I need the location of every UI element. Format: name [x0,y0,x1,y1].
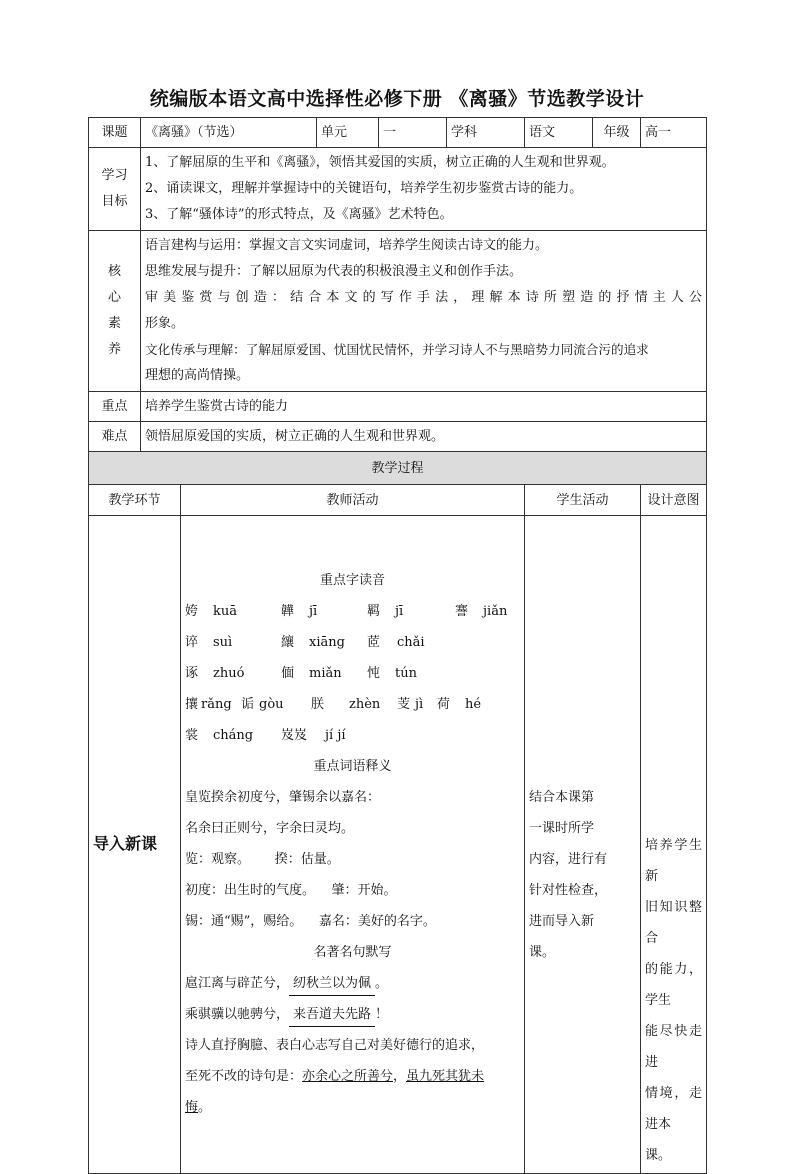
process-title: 教学过程 [89,452,707,485]
literacy-item: 语言建构与运用：掌握文言文实词虚词，培养学生阅读古诗文的能力。 [145,238,549,253]
lesson-value: 《离骚》（节选） [141,118,317,148]
vocab-line: 初度：出生时的气度。 肇：开始。 [185,882,397,898]
lesson-label: 课题 [89,118,141,148]
difficulty-label: 难点 [89,422,141,452]
pron-row: 攘 rǎng 诟 gòu 朕 zhèn 芰 jì 荷 hé [185,696,482,712]
dictation-answer: 虽九死其犹未 [406,1068,485,1084]
dictation-line: 诗人直抒胸臆、表白心志写自己对美好德行的追求， [185,1037,485,1053]
pron-row: 谇 suì 纕 xiāng 茝 chǎi [185,634,425,650]
objectives-label: 学习 目标 [89,148,141,231]
stage-name: 导入新课 [93,834,158,853]
subject-label: 学科 [447,118,525,148]
column-header-row [89,485,707,516]
intent-line: 旧知识整合 [645,900,703,946]
literacy-item: 思维发展与提升：了解以屈原为代表的积极浪漫主义和创作手法。 [145,264,523,279]
page-title: 统编版本语文高中选择性必修下册 《离骚》节选教学设计 [149,88,645,110]
intent-line: 能尽快走进 [645,1024,703,1070]
student-line: 针对性检查， [529,882,608,898]
col-student: 学生活动 [525,485,641,516]
process-title-row [89,452,707,485]
pron-heading: 重点字读音 [320,572,386,588]
pron-row: 姱 kuā 韡 jī 羁 jī 謇 jiǎn [185,603,508,619]
dictation-answer: 纫秋兰以为佩 [289,973,375,996]
literacy-label: 核 心 素 养 [89,231,141,392]
grade-value: 高一 [641,118,707,148]
literacy-content [141,231,707,392]
literacy-row [89,231,707,392]
student-line: 结合本课第 [529,789,595,805]
vocab-line: 皇览揆余初度兮，肇锡余以嘉名： [185,789,381,805]
student-line: 内容，进行有 [529,851,608,867]
unit-label: 单元 [317,118,379,148]
literacy-item: 审美鉴赏与创造：结合本文的写作手法，理解本诗所塑造的抒情主人公 [145,290,703,305]
key-point-value: 培养学生鉴赏古诗的能力 [141,392,707,422]
difficulty-value: 领悟屈原爱国的实质，树立正确的人生观和世界观。 [141,422,707,452]
difficulty-row [89,422,707,452]
student-line: 一课时所学 [529,820,595,836]
objectives-content [141,148,707,231]
objective-item: 1、了解屈原的生平和《离骚》，领悟其爱国的实质，树立正确的人生观和世界观。 [145,155,615,170]
intent-line: 培养学生新 [645,838,703,884]
student-line: 课。 [529,944,556,960]
objectives-row [89,148,707,231]
unit-value: 一 [379,118,447,148]
pron-row: 诼 zhuó 偭 miǎn 忳 tún [185,665,417,681]
dictation-answer: 来吾道夫先路 [289,1004,375,1027]
col-stage: 教学环节 [89,485,181,516]
literacy-item: 理想的高尚情操。 [145,368,250,383]
design-intent [641,516,707,1174]
intro-stage-row [89,516,707,1174]
student-line: 进而导入新 [529,913,595,929]
intent-line: 的能力，学生 [645,962,703,1008]
dictation-answer: 亦余心之所善兮 [302,1068,394,1084]
intent-line: 课。 [645,1148,672,1163]
student-activity [525,516,641,1174]
vocab-line: 锡：通“赐”，赐给。 嘉名：美好的名字。 [185,913,436,929]
grade-label: 年级 [593,118,641,148]
dictation-line: 扈江离与辟芷兮， 纫秋兰以为佩 。 [185,968,520,999]
intent-line: 情境，走进本 [645,1086,703,1132]
literacy-item: 形象。 [145,316,185,331]
subject-value: 语文 [525,118,593,148]
stage-cell [89,516,181,1174]
key-point-row [89,392,707,422]
pron-row: 裳 cháng 岌岌 jí jí [185,727,346,743]
lesson-plan-table [88,117,707,1174]
dictation-heading: 名著名句默写 [313,944,392,960]
vocab-heading: 重点词语释义 [313,758,392,774]
dictation-line: 悔。 [185,1099,212,1115]
literacy-item: 文化传承与理解：了解屈原爱国、忧国忧民情怀，并学习诗人不与黑暗势力同流合污的追求 [145,342,649,357]
col-teacher: 教师活动 [181,485,525,516]
teacher-activity [181,516,525,1174]
vocab-line: 览：观察。 揆：估量。 [185,851,340,867]
dictation-line: 乘骐骥以驰骋兮， 来吾道夫先路 ！ [185,999,520,1030]
col-intent: 设计意图 [641,485,707,516]
objective-item: 3、了解“骚体诗”的形式特点，及《离骚》艺术特色。 [145,207,453,222]
dictation-answer: 悔 [185,1099,199,1115]
vocab-line: 名余曰正则兮，字余曰灵均。 [185,820,355,836]
key-point-label: 重点 [89,392,141,422]
header-row [89,118,707,148]
dictation-line: 至死不改的诗句是：亦余心之所善兮，虽九死其犹未 [185,1068,485,1084]
objective-item: 2、诵读课文，理解并掌握诗中的关键语句，培养学生初步鉴赏古诗的能力。 [145,181,583,196]
